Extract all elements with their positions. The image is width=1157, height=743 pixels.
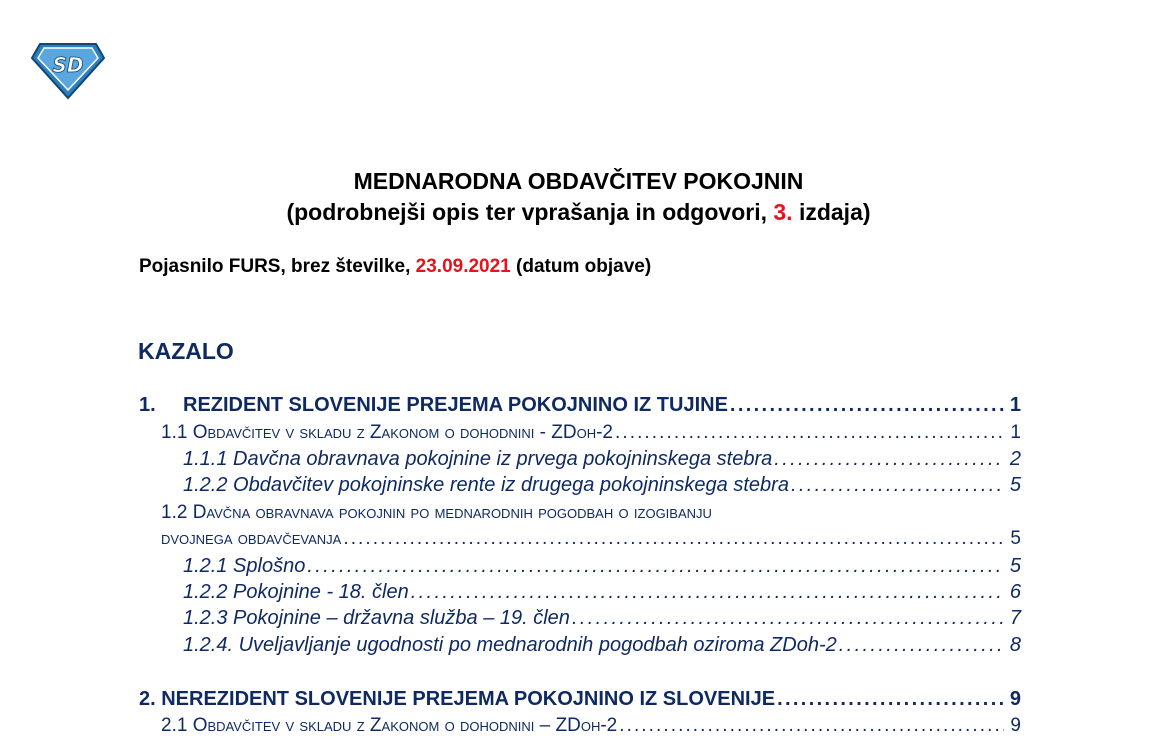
toc-entry[interactable] <box>183 607 1021 630</box>
toc-entry-label: dvojnega obdavčevanja <box>161 528 342 549</box>
toc-entry[interactable] <box>139 394 1021 417</box>
toc-entry-page: 2 <box>1009 448 1021 470</box>
toc-entry-label: 1.2.3 Pokojnine – državna služba – 19. člen <box>183 607 570 629</box>
toc-entry-label: 1.2.2 Obdavčitev pokojninske rente iz drugega pokojninskega stebra <box>183 474 789 496</box>
edition-number: 3. <box>773 199 793 225</box>
toc-entry-page: 9 <box>1010 715 1021 736</box>
toc-heading: KAZALO <box>138 338 234 364</box>
document-subtitle <box>0 196 1157 228</box>
toc-entry-page: 5 <box>1010 528 1021 549</box>
toc-entry[interactable] <box>183 634 1021 657</box>
source-line <box>139 256 651 278</box>
toc-entry[interactable] <box>161 715 1021 737</box>
toc-entry[interactable] <box>139 688 1021 711</box>
toc-entry-label: 1.2.2 Pokojnine - 18. člen <box>183 581 409 603</box>
toc-entry[interactable] <box>161 422 1021 444</box>
toc-entry-label-line1[interactable]: 1.2 Davčna obravnava pokojnin po mednarodnih pogodbah o izogibanju <box>161 502 712 523</box>
toc-entry[interactable] <box>183 448 1021 471</box>
source-prefix: Pojasnilo FURS, brez številke, <box>139 256 416 277</box>
source-date: 23.09.2021 <box>415 256 511 277</box>
toc-entry-page: 7 <box>1009 607 1021 629</box>
toc-entry-page: 5 <box>1009 555 1021 577</box>
toc-entry[interactable] <box>161 528 1021 550</box>
toc-entry-page: 5 <box>1009 474 1021 496</box>
toc-entry-page: 6 <box>1009 581 1021 603</box>
toc-entry[interactable] <box>183 581 1021 604</box>
sd-diamond-logo-icon <box>30 40 106 100</box>
toc-entry-label: 2.1 Obdavčitev v skladu z Zakonom o dohodnini – ZDoh-2 <box>161 715 618 736</box>
toc-entry[interactable] <box>183 474 1021 497</box>
source-suffix: (datum objave) <box>510 256 652 277</box>
toc-entry-label: REZIDENT SLOVENIJE PREJEMA POKOJNINO IZ TUJINE <box>183 394 728 416</box>
toc-entry-page: 1 <box>1010 422 1021 443</box>
document-title-block <box>0 166 1157 228</box>
toc-entry-page: 1 <box>1009 394 1021 416</box>
subtitle-suffix: izdaja) <box>792 199 871 225</box>
toc-entry-number: 1. <box>139 394 156 416</box>
toc-entry-label: 1.2.1 Splošno <box>183 555 306 577</box>
toc-entry[interactable] <box>183 555 1021 578</box>
toc-entry-page: 9 <box>1009 688 1021 710</box>
toc-entry-label: 1.1 Obdavčitev v skladu z Zakonom o dohodnini - ZDoh-2 <box>161 422 613 443</box>
svg-text:SD: SD <box>52 53 84 77</box>
document-title: MEDNARODNA OBDAVČITEV POKOJNIN <box>353 168 804 194</box>
toc-entry-page: 8 <box>1009 634 1021 656</box>
toc-entry-label: 1.2.4. Uveljavljanje ugodnosti po mednarodnih pogodbah oziroma ZDoh-2 <box>183 634 837 656</box>
toc-entry-label: 2. NEREZIDENT SLOVENIJE PREJEMA POKOJNINO IZ SLOVENIJE <box>139 688 776 710</box>
subtitle-prefix: (podrobnejši opis ter vprašanja in odgovori, <box>286 199 774 225</box>
toc-entry-label: 1.1.1 Davčna obravnava pokojnine iz prvega pokojninskega stebra <box>183 448 773 470</box>
